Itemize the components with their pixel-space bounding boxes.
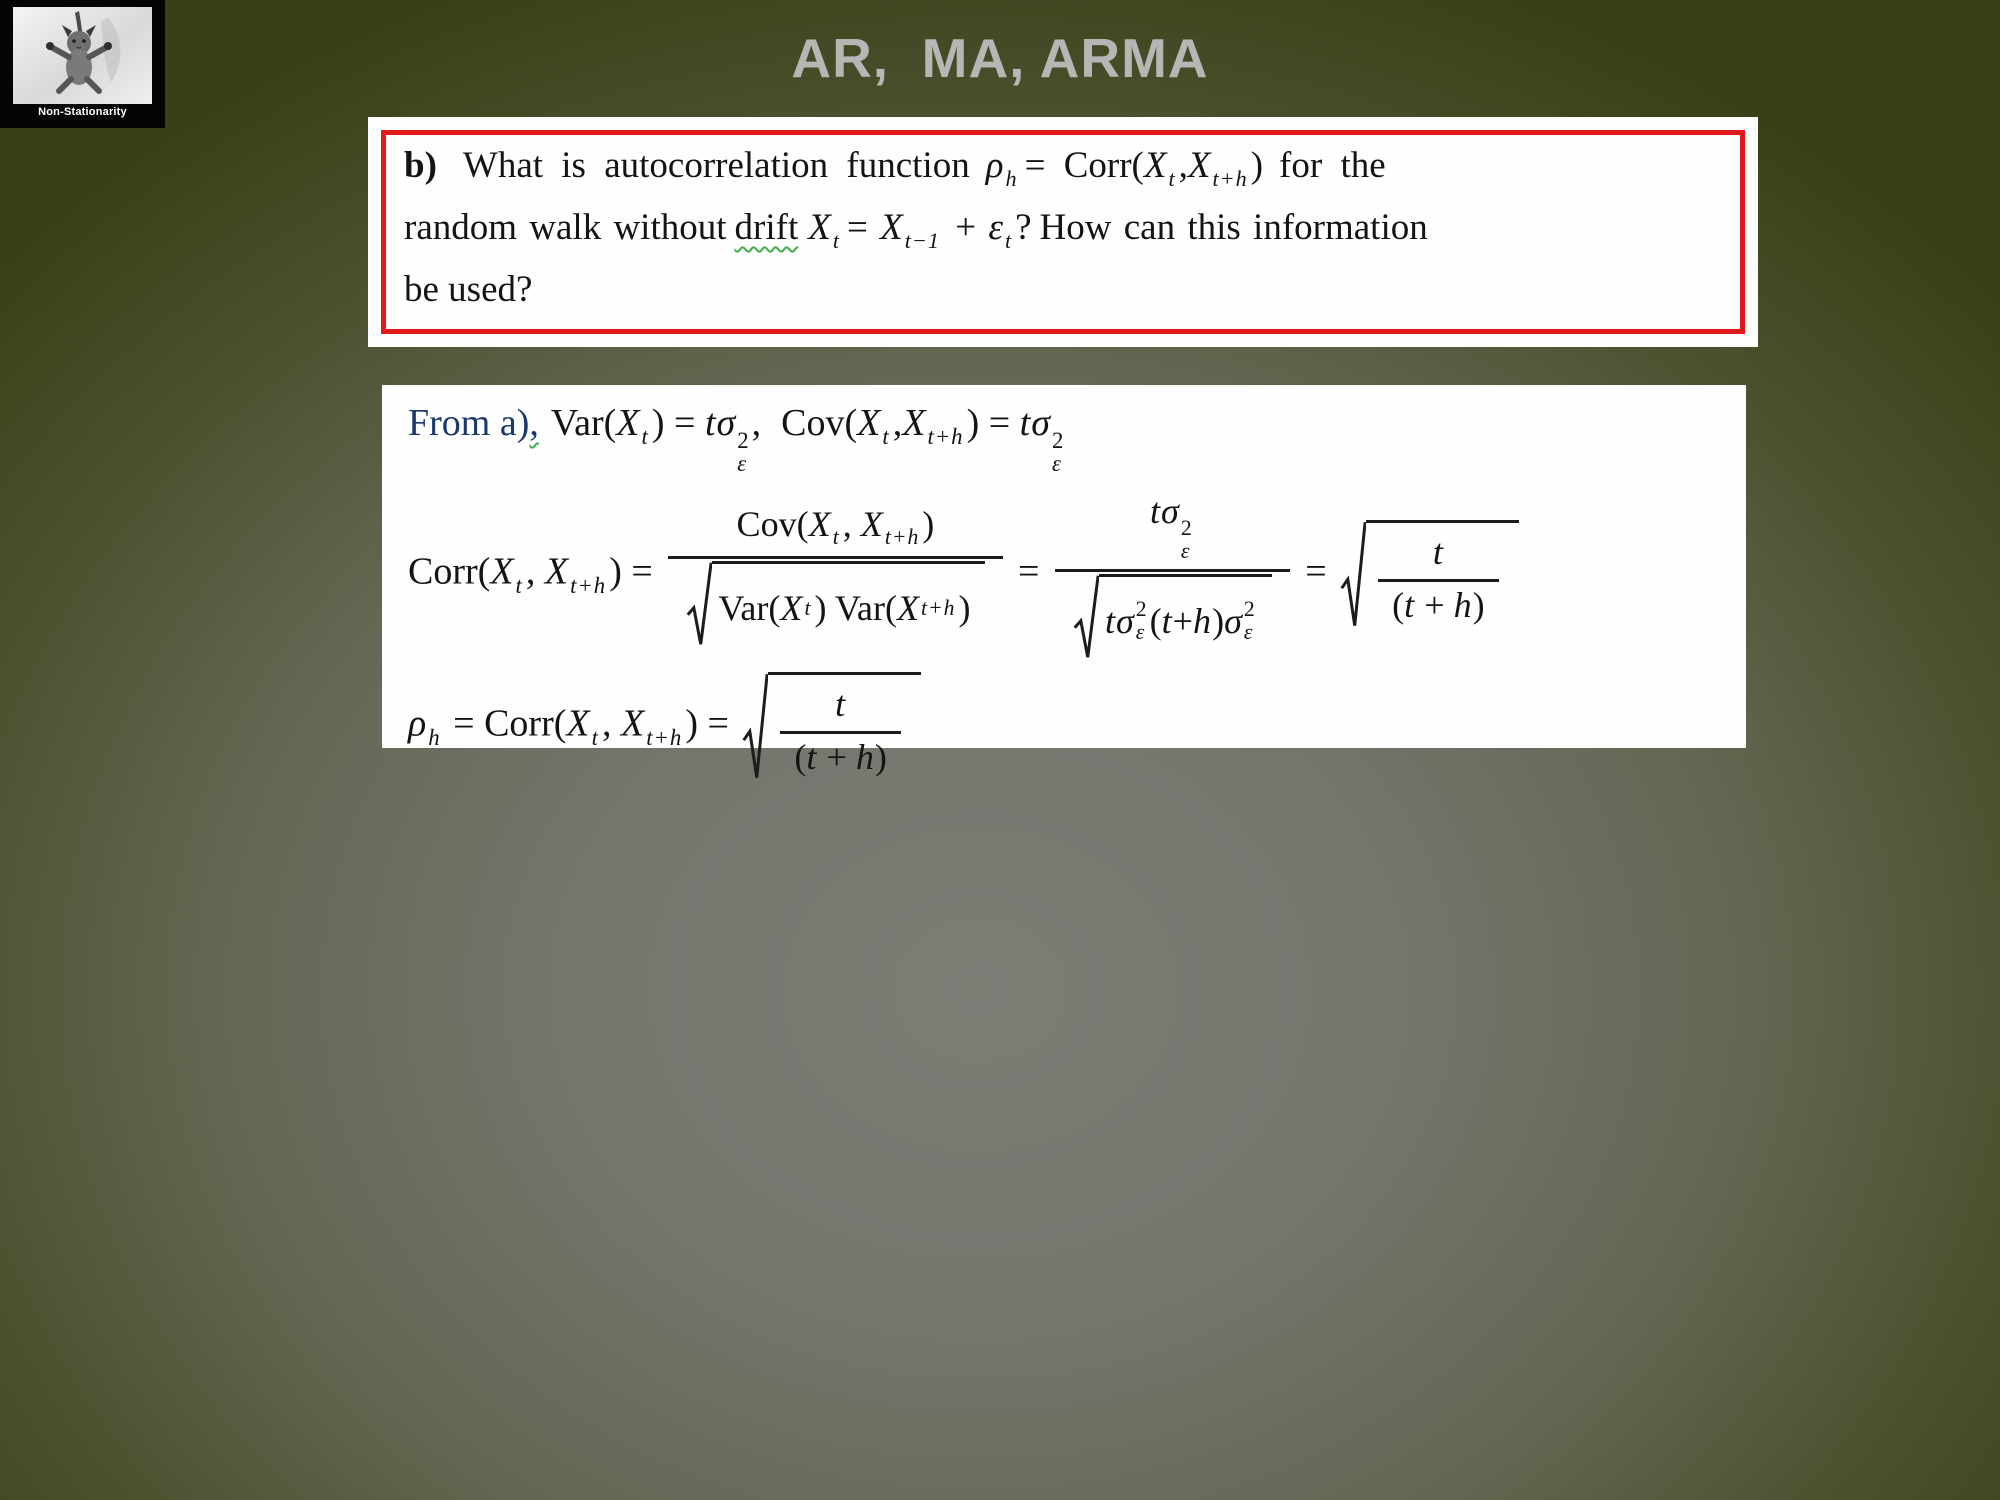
math-variable: ρ — [408, 703, 428, 746]
question-line-2 — [404, 203, 1724, 265]
math-superscript: 2 — [1051, 427, 1064, 453]
sqrt-body — [768, 672, 921, 782]
text: How can this information — [1039, 206, 1428, 248]
math-variable: X — [1187, 145, 1212, 186]
math-roman: + — [1172, 600, 1194, 641]
math-variable: ρ — [985, 145, 1005, 186]
solution-line-1 — [408, 395, 1746, 476]
sqrt-body — [712, 561, 984, 648]
question-line-3 — [404, 265, 1724, 314]
math-subscript: t — [832, 227, 840, 253]
math-roman: ) — [1472, 585, 1485, 626]
math-roman: ) — [922, 503, 935, 544]
math-superscript: 2 — [1180, 516, 1192, 541]
math-roman: , — [1178, 145, 1188, 186]
text: random walk without — [404, 206, 727, 248]
math-roman: Var( — [718, 588, 781, 629]
math-roman: = — [1008, 551, 1049, 594]
math-sqrt — [686, 561, 984, 648]
math-superscript: 2 — [737, 427, 749, 453]
math-roman: ( — [794, 737, 807, 778]
math-variable: X — [808, 503, 832, 544]
math-superscript: 2 — [1243, 596, 1255, 621]
math-roman: ( — [1392, 585, 1405, 626]
math-variable: t — [704, 402, 717, 444]
math-subscript: t−1 — [904, 227, 940, 253]
math-roman: = — [847, 206, 881, 248]
sqrt-body — [1099, 574, 1272, 661]
math-variable: X — [880, 206, 904, 248]
math-roman: ) — [1250, 145, 1264, 186]
solution-box — [382, 385, 1746, 778]
math-variable: X — [544, 551, 570, 594]
math-supsub — [1244, 598, 1255, 643]
math-roman: ) = — [966, 402, 1020, 444]
math-variable: σ — [1031, 402, 1051, 444]
math-variable: σ — [1115, 600, 1135, 641]
math-fraction — [1055, 488, 1290, 662]
math-fraction — [1378, 529, 1499, 628]
text-wavy-underline: drift — [734, 206, 799, 248]
question-red-border — [381, 130, 1745, 334]
math-roman: , — [601, 703, 621, 746]
math-roman: Cov( — [781, 402, 858, 444]
math-roman: ) — [958, 588, 971, 629]
math-fraction — [668, 501, 1002, 650]
math-variable: X — [490, 551, 515, 594]
math-roman: , — [751, 402, 762, 444]
math-variable: h — [855, 737, 875, 778]
math-variable: ε — [988, 206, 1004, 248]
fraction-numerator — [780, 681, 901, 731]
math-roman: , — [842, 503, 861, 544]
math-fraction — [780, 681, 901, 780]
math-roman: ( — [1149, 600, 1162, 641]
math-variable: X — [808, 206, 832, 248]
math-variable: h — [1453, 585, 1473, 626]
math-variable: t — [1019, 402, 1032, 444]
math-variable: t — [1432, 532, 1444, 573]
question-line-1 — [404, 141, 1724, 203]
math-variable: σ — [1161, 491, 1180, 532]
meme-caption: Non-Stationarity — [38, 106, 127, 118]
math-supsub — [1052, 429, 1063, 477]
math-subscript: ε — [1243, 619, 1253, 644]
math-subscript: t — [804, 595, 812, 620]
accent-text: From a) — [408, 402, 530, 444]
math-roman: ) = — [651, 402, 705, 444]
math-roman: , — [525, 551, 545, 594]
math-roman: = Corr( — [1024, 145, 1144, 186]
math-variable: X — [620, 703, 646, 746]
text: be used? — [404, 268, 533, 310]
fraction-denominator — [668, 556, 1002, 650]
math-subscript: t+h — [884, 525, 920, 550]
math-supsub — [737, 429, 748, 477]
math-roman: Var( — [550, 402, 617, 444]
math-variable: t — [806, 737, 818, 778]
math-subscript: t+h — [646, 725, 683, 751]
fraction-numerator — [1055, 488, 1290, 568]
math-subscript: t — [1004, 227, 1013, 253]
radical-icon — [1073, 574, 1099, 661]
math-subscript: t — [832, 525, 840, 550]
math-subscript: t+h — [927, 424, 964, 450]
fraction-numerator — [668, 501, 1002, 557]
text: for the — [1279, 145, 1386, 186]
math-subscript: t — [882, 424, 890, 450]
math-variable: h — [1193, 600, 1213, 641]
slide-title: AR, MA, ARMA — [791, 27, 1209, 89]
math-subscript: ε — [737, 451, 747, 477]
fraction-denominator — [1378, 579, 1499, 628]
math-variable: X — [857, 402, 882, 444]
math-subscript: t — [591, 725, 599, 751]
math-variable: X — [896, 588, 921, 629]
math-sqrt — [1340, 520, 1519, 630]
math-sqrt — [1073, 574, 1272, 661]
math-variable: σ — [716, 402, 737, 444]
solution-line-3 — [408, 672, 1746, 782]
math-roman: ) = — [609, 551, 663, 594]
math-variable: t — [1104, 600, 1116, 641]
math-variable: X — [1143, 145, 1168, 186]
math-supsub — [1136, 598, 1147, 643]
math-superscript: 2 — [1135, 596, 1147, 621]
math-roman: Cov( — [736, 503, 809, 544]
text: What is autocorrelation function — [462, 145, 970, 186]
math-variable: t — [1404, 585, 1416, 626]
radical-icon — [686, 561, 712, 648]
math-roman: + — [942, 206, 989, 248]
math-variable: t — [1161, 600, 1173, 641]
question-box — [368, 117, 1758, 347]
math-subscript: ε — [1135, 619, 1145, 644]
math-roman: ) — [1212, 600, 1225, 641]
fraction-numerator — [1378, 529, 1499, 579]
math-roman: ) — [874, 737, 887, 778]
math-variable: σ — [1224, 600, 1243, 641]
math-variable: X — [616, 402, 641, 444]
math-subscript: t+h — [1212, 165, 1248, 191]
math-variable: X — [566, 703, 591, 746]
math-roman: ) = — [685, 703, 739, 746]
math-supsub — [1181, 517, 1192, 562]
math-variable: X — [902, 402, 927, 444]
text-bold: b) — [404, 145, 437, 186]
math-subscript: t+h — [921, 595, 956, 620]
math-roman: + — [817, 737, 856, 778]
math-roman: = Corr( — [443, 703, 567, 746]
accent-text-wavy: , — [529, 402, 539, 444]
math-subscript: h — [1005, 165, 1018, 191]
math-variable: t — [835, 684, 847, 725]
math-variable: X — [780, 588, 804, 629]
math-subscript: t — [1168, 165, 1176, 191]
math-subscript: ε — [1180, 539, 1190, 564]
radical-icon — [742, 672, 768, 782]
math-subscript: h — [428, 725, 441, 751]
fraction-denominator — [1055, 569, 1290, 663]
math-subscript: t — [515, 573, 523, 599]
radical-icon — [1340, 520, 1366, 630]
fraction-denominator — [780, 731, 901, 780]
math-roman: ) Var( — [814, 588, 897, 629]
math-roman: Corr( — [408, 551, 491, 594]
math-roman: , — [892, 402, 903, 444]
math-roman: ? — [1015, 206, 1032, 248]
math-variable: X — [860, 503, 884, 544]
math-roman: + — [1415, 585, 1454, 626]
solution-line-2 — [408, 488, 1746, 662]
math-sqrt — [742, 672, 921, 782]
math-roman: = — [1295, 551, 1337, 594]
math-variable: t — [1150, 491, 1162, 532]
math-subscript: t+h — [570, 573, 607, 599]
sqrt-body — [1366, 520, 1519, 630]
math-subscript: t — [641, 424, 649, 450]
math-subscript: ε — [1051, 451, 1061, 477]
